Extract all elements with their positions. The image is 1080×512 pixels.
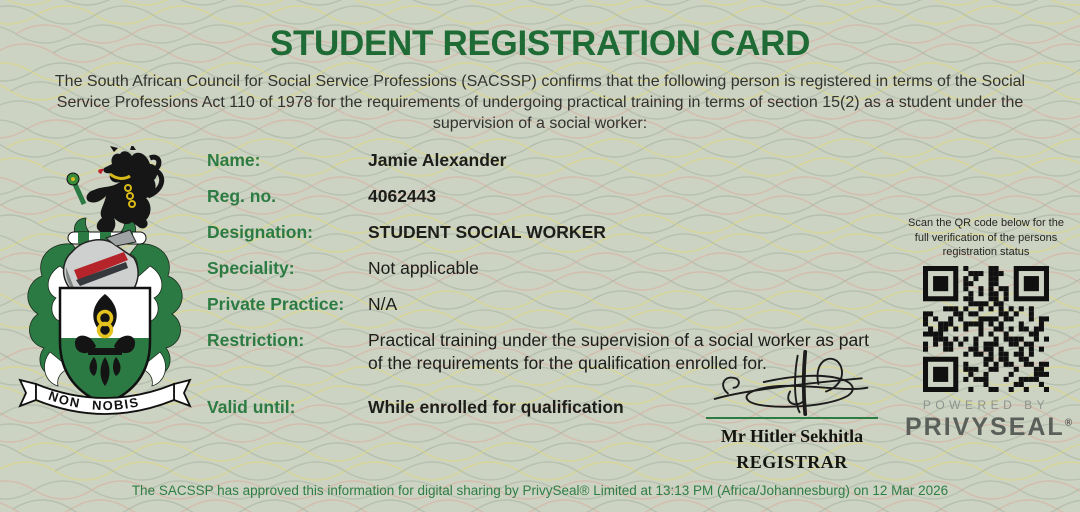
signature-underline: [706, 417, 878, 419]
privyseal-brand: [905, 412, 1075, 442]
motto-text: NON NOBIS: [46, 387, 141, 414]
private-practice-label: Private Practice:: [207, 294, 345, 314]
field-row-speciality: [207, 257, 907, 280]
restriction-label: Restriction:: [207, 330, 305, 350]
intro-text: The South African Council for Social Service Professions (SACSSP) confirms that the following person is registered in terms of the Social Service Professions Act 110 of 1978 for the requirements of undergoing practical training in terms of section 15(2) as a student under the supervision of a social worker:: [54, 73, 1026, 132]
restriction-value: Practical training under the supervision of a social worker as part of the requirements for the qualification enrolled for.: [368, 330, 869, 373]
field-row-reg-no: [207, 185, 907, 208]
name-value: Jamie Alexander: [368, 150, 507, 170]
private-practice-value: N/A: [368, 294, 398, 314]
powered-by-label: POWERED BY: [922, 397, 1050, 412]
designation-label: Designation:: [207, 222, 313, 242]
sacssp-coat-of-arms: [10, 146, 200, 418]
valid-until-label: Valid until:: [207, 397, 296, 417]
reg-no-label: Reg. no.: [207, 186, 277, 206]
privyseal-wordmark: PRIVYSEAL: [905, 412, 1065, 441]
lion-crest-icon: [87, 146, 162, 232]
designation-value: STUDENT SOCIAL WORKER: [368, 222, 606, 242]
field-row-designation: [207, 221, 907, 244]
signatory-name: Mr Hitler Sekhitla: [720, 426, 864, 446]
valid-until-value: While enrolled for qualification: [368, 397, 624, 417]
name-label: Name:: [207, 150, 261, 170]
signature-scribble-icon: [706, 350, 878, 416]
page-title: STUDENT REGISTRATION CARD: [269, 24, 811, 63]
ragged-staff-icon: [67, 173, 84, 204]
field-row-name: [207, 149, 907, 172]
speciality-value: Not applicable: [368, 258, 479, 278]
footer-approval-text: The SACSSP has approved this information for digital sharing by PrivySeal® Limited at 13:13 PM (Africa/Johannesburg) on 12 Mar 2026: [131, 483, 949, 498]
speciality-label: Speciality:: [207, 258, 295, 278]
reg-no-value: 4062443: [368, 186, 437, 206]
registered-mark: ®: [1064, 417, 1075, 429]
qr-verification-panel: [905, 216, 1075, 442]
qr-instruction-text: Scan the QR code below for the full verification of the persons registration status: [908, 217, 1064, 258]
signatory-role: REGISTRAR: [736, 452, 848, 472]
field-row-private-practice: [207, 293, 907, 316]
qr-code: [923, 266, 1049, 392]
registrar-signature-block: [700, 350, 884, 473]
